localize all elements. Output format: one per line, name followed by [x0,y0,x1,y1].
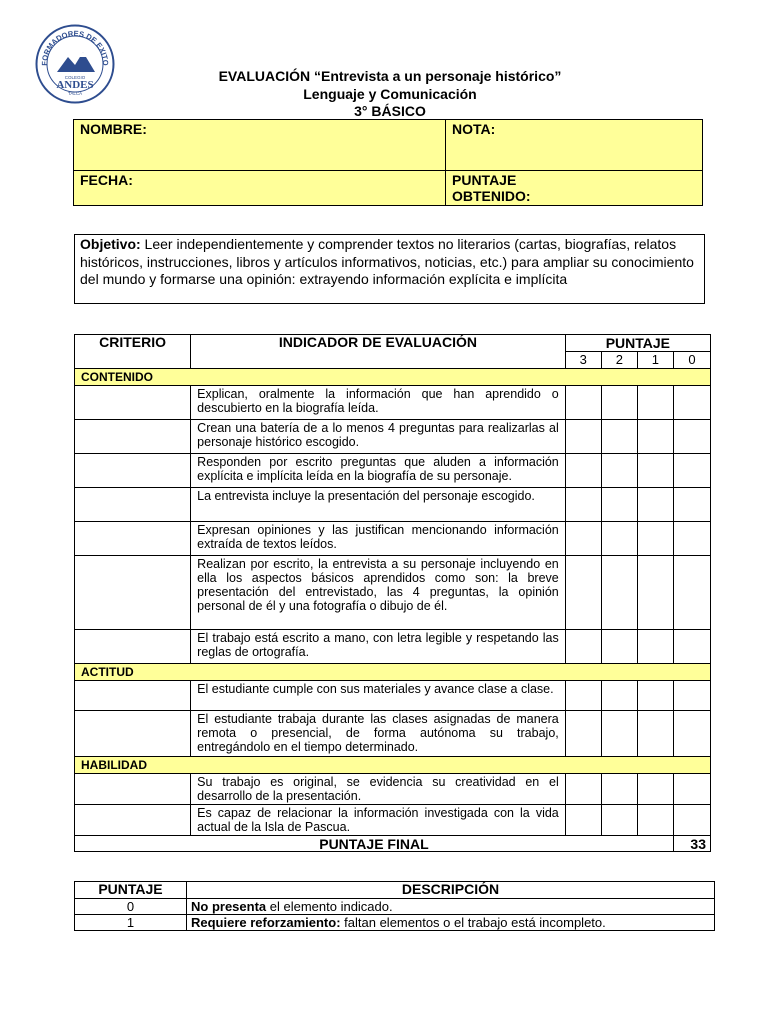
date-field[interactable]: FECHA: [74,171,446,206]
score-cell[interactable] [673,488,710,522]
score-cell[interactable] [637,454,673,488]
score-cell[interactable] [601,386,637,420]
score-cell[interactable] [637,386,673,420]
score-cell[interactable] [565,774,601,805]
desc-row [75,915,715,931]
desc-text: No presenta el elemento indicado. [187,899,715,915]
logo-name: ANDES [56,79,94,91]
rubric-row [75,681,711,711]
indicator-text: El trabajo está escrito a mano, con letra legible y respetando las reglas de ortografía. [191,630,566,664]
score-cell[interactable] [673,681,710,711]
indicator-text: Es capaz de relacionar la información investigada con la vida actual de la Isla de Pascua. [191,805,566,836]
grade-title: 3° BÁSICO [354,103,426,119]
section-contenido: CONTENIDO [75,369,711,386]
student-info-table [73,119,703,206]
score-cell[interactable] [673,522,710,556]
rubric-row [75,488,711,522]
score-0-header: 0 [673,352,710,369]
objective-text: Leer independientemente y comprender textos no literarios (cartas, biografías, relatos históricos, instrucciones, libros y artículos informativos, noticias, etc.) para ampliar su conocimiento del mundo y formarse una opinión: extrayendo información explícita e implícita [80,236,694,287]
score-cell[interactable] [637,805,673,836]
score-cell[interactable] [565,386,601,420]
score-cell[interactable] [673,420,710,454]
final-score-label: PUNTAJE FINAL [75,836,674,852]
subject-title: Lenguaje y Comunicación [303,86,477,102]
score-cell[interactable] [637,522,673,556]
rubric-row [75,774,711,805]
rubric-row [75,420,711,454]
desc-row [75,899,715,915]
score-cell[interactable] [637,711,673,757]
indicator-text: La entrevista incluye la presentación del personaje escogido. [191,488,566,522]
rubric-row [75,454,711,488]
final-score-value: 33 [673,836,710,852]
indicator-text: Expresan opiniones y las justifican mencionando información extraída de textos leídos. [191,522,566,556]
score-description-table [74,881,715,931]
indicator-text: El estudiante trabaja durante las clases asignadas de manera remota o presencial, de forma autónoma su trabajo, entregándolo en el tiempo determinado. [191,711,566,757]
indicator-text: Su trabajo es original, se evidencia su creatividad en el desarrollo de la presentación. [191,774,566,805]
desc-descripcion-header: DESCRIPCIÓN [187,882,715,899]
score-cell[interactable] [565,630,601,664]
score-2-header: 2 [601,352,637,369]
rubric-table [74,334,711,852]
name-field[interactable]: NOMBRE: [74,120,446,171]
rubric-row [75,556,711,630]
score-cell[interactable] [565,556,601,630]
score-cell[interactable] [565,454,601,488]
objective-box [74,234,705,304]
score-cell[interactable] [601,805,637,836]
score-cell[interactable] [601,522,637,556]
score-cell[interactable] [565,420,601,454]
score-cell[interactable] [565,488,601,522]
score-cell[interactable] [673,386,710,420]
desc-score: 0 [75,899,187,915]
score-cell[interactable] [601,774,637,805]
score-cell[interactable] [673,454,710,488]
rubric-row [75,386,711,420]
indicator-text: El estudiante cumple con sus materiales y avance clase a clase. [191,681,566,711]
rubric-row [75,805,711,836]
rubric-row [75,711,711,757]
indicator-text: Crean una batería de a lo menos 4 preguntas para realizarlas al personaje histórico escogido. [191,420,566,454]
desc-score: 1 [75,915,187,931]
rubric-row [75,522,711,556]
indicator-text: Realizan por escrito, la entrevista a su personaje incluyendo en ella los aspectos básicos aprendidos como son: la breve presentación del entrevistado, las 4 preguntas, la opinión personal de él y una fotografía o dibujo de él. [191,556,566,630]
score-cell[interactable] [601,488,637,522]
score-cell[interactable] [565,711,601,757]
puntaje-header: PUNTAJE [565,335,710,352]
score-cell[interactable] [565,522,601,556]
score-cell[interactable] [673,556,710,630]
section-actitud: ACTITUD [75,664,711,681]
score-cell[interactable] [637,556,673,630]
svg-text:TALCA: TALCA [67,91,83,96]
score-obtained-field[interactable]: PUNTAJE OBTENIDO: [446,171,703,206]
score-cell[interactable] [637,630,673,664]
rubric-row [75,630,711,664]
section-habilidad: HABILIDAD [75,757,711,774]
svg-text:COLEGIO: COLEGIO [64,75,86,80]
score-1-header: 1 [637,352,673,369]
score-cell[interactable] [637,774,673,805]
logo-arc-text: FORMADORES DE EXITO [39,28,111,66]
document-title: EVALUACIÓN “Entrevista a un personaje histórico” [218,68,562,84]
score-cell[interactable] [565,805,601,836]
desc-puntaje-header: PUNTAJE [75,882,187,899]
score-cell[interactable] [637,488,673,522]
score-cell[interactable] [673,711,710,757]
criterio-header: CRITERIO [75,335,191,369]
score-cell[interactable] [637,681,673,711]
score-cell[interactable] [601,630,637,664]
indicator-text: Responden por escrito preguntas que aluden a información explícita e implícita leída en la biografía de su personaje. [191,454,566,488]
score-cell[interactable] [601,454,637,488]
indicator-text: Explican, oralmente la información que han aprendido o descubierto en la biografía leída. [191,386,566,420]
score-cell[interactable] [601,420,637,454]
objective-label: Objetivo: [80,236,141,252]
score-cell[interactable] [637,420,673,454]
indicador-header: INDICADOR DE EVALUACIÓN [191,335,566,369]
score-cell[interactable] [673,774,710,805]
school-logo [35,24,115,104]
desc-text: Requiere reforzamiento: faltan elementos o el trabajo está incompleto. [187,915,715,931]
score-3-header: 3 [565,352,601,369]
score-cell[interactable] [601,711,637,757]
grade-field[interactable]: NOTA: [446,120,703,171]
score-cell[interactable] [673,805,710,836]
score-cell[interactable] [673,630,710,664]
score-cell[interactable] [565,681,601,711]
score-cell[interactable] [601,556,637,630]
score-cell[interactable] [601,681,637,711]
